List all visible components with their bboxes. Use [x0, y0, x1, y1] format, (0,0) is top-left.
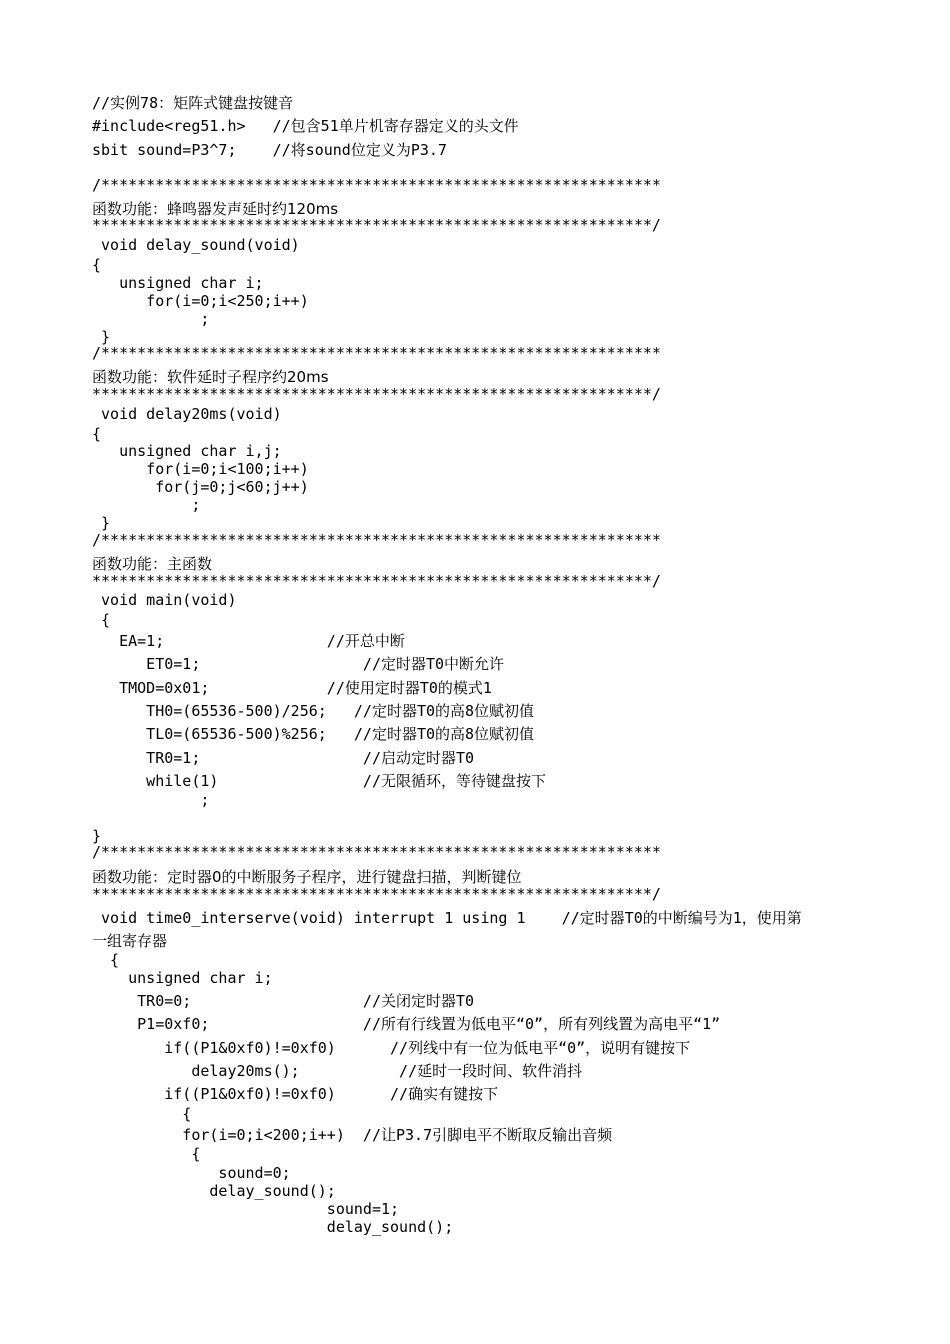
- code-line: {: [92, 425, 102, 443]
- code-line: EA=1; //开总中断: [92, 632, 405, 650]
- code-line: void time0_interserve(void) interrupt 1 using 1 //定时器T0的中断编号为1，使用第: [92, 909, 802, 927]
- code-line: void delay_sound(void): [92, 236, 300, 254]
- code-line: delay_sound();: [92, 1182, 336, 1200]
- code-line: **************************************************************/: [92, 572, 661, 590]
- code-line: 函数功能：软件延时子程序约20ms: [92, 368, 329, 386]
- code-line: if((P1&0xf0)!=0xf0) //确实有键按下: [92, 1085, 499, 1103]
- code-line: sbit sound=P3^7; //将sound位定义为P3.7: [92, 141, 447, 159]
- code-line: ET0=1; //定时器T0中断允许: [92, 655, 505, 673]
- code-line: **************************************************************/: [92, 885, 661, 903]
- code-line: TH0=(65536-500)/256; //定时器T0的高8位赋初值: [92, 702, 535, 720]
- code-line: void delay20ms(void): [92, 405, 282, 423]
- code-line: TR0=1; //启动定时器T0: [92, 749, 475, 767]
- code-line: {: [92, 256, 102, 274]
- code-line: 函数功能：主函数: [92, 555, 213, 573]
- code-line: unsigned char i;: [92, 274, 264, 292]
- code-line: }: [92, 827, 102, 845]
- code-line: 函数功能：定时器0的中断服务子程序，进行键盘扫描，判断键位: [92, 868, 522, 886]
- code-line: TR0=0; //关闭定时器T0: [92, 992, 475, 1010]
- code-line: {: [92, 951, 120, 969]
- code-line: for(i=0;i<250;i++): [92, 292, 309, 310]
- code-line: for(i=0;i<100;i++): [92, 460, 309, 478]
- code-line: }: [92, 328, 111, 346]
- code-line: 一组寄存器: [92, 932, 168, 950]
- code-line: TMOD=0x01; //使用定时器T0的模式1: [92, 679, 492, 697]
- code-line: TL0=(65536-500)%256; //定时器T0的高8位赋初值: [92, 725, 535, 743]
- code-line: delay_sound();: [92, 1218, 454, 1236]
- code-line: ;: [92, 791, 210, 809]
- code-line: **************************************************************/: [92, 216, 661, 234]
- code-line: if((P1&0xf0)!=0xf0) //列线中有一位为低电平“0”，说明有键按下: [92, 1039, 691, 1057]
- code-line: /**************************************************************: [92, 531, 661, 549]
- code-line: sound=0;: [92, 1164, 291, 1182]
- code-line: ;: [92, 496, 201, 514]
- code-line: /**************************************************************: [92, 843, 661, 861]
- code-line: //实例78：矩阵式键盘按键音: [92, 94, 294, 112]
- code-line: {: [92, 1105, 192, 1123]
- code-line: /**************************************************************: [92, 176, 661, 194]
- code-line: {: [92, 611, 111, 629]
- code-line: for(j=0;j<60;j++): [92, 478, 309, 496]
- code-line: 函数功能：蜂鸣器发声延时约120ms: [92, 200, 339, 218]
- code-line: void main(void): [92, 591, 237, 609]
- code-line: unsigned char i,j;: [92, 442, 282, 460]
- code-line: while(1) //无限循环，等待键盘按下: [92, 772, 546, 790]
- code-line: **************************************************************/: [92, 385, 661, 403]
- code-line: delay20ms(); //延时一段时间、软件消抖: [92, 1062, 583, 1080]
- code-line: {: [92, 1145, 201, 1163]
- code-line: P1=0xf0; //所有行线置为低电平“0”，所有列线置为高电平“1”: [92, 1015, 721, 1033]
- code-line: /**************************************************************: [92, 344, 661, 362]
- code-line: sound=1;: [92, 1200, 400, 1218]
- code-line: unsigned char i;: [92, 969, 273, 987]
- code-line: #include<reg51.h> //包含51单片机寄存器定义的头文件: [92, 117, 519, 135]
- code-line: for(i=0;i<200;i++) //让P3.7引脚电平不断取反输出音频: [92, 1126, 613, 1144]
- code-line: }: [92, 514, 111, 532]
- code-line: ;: [92, 310, 210, 328]
